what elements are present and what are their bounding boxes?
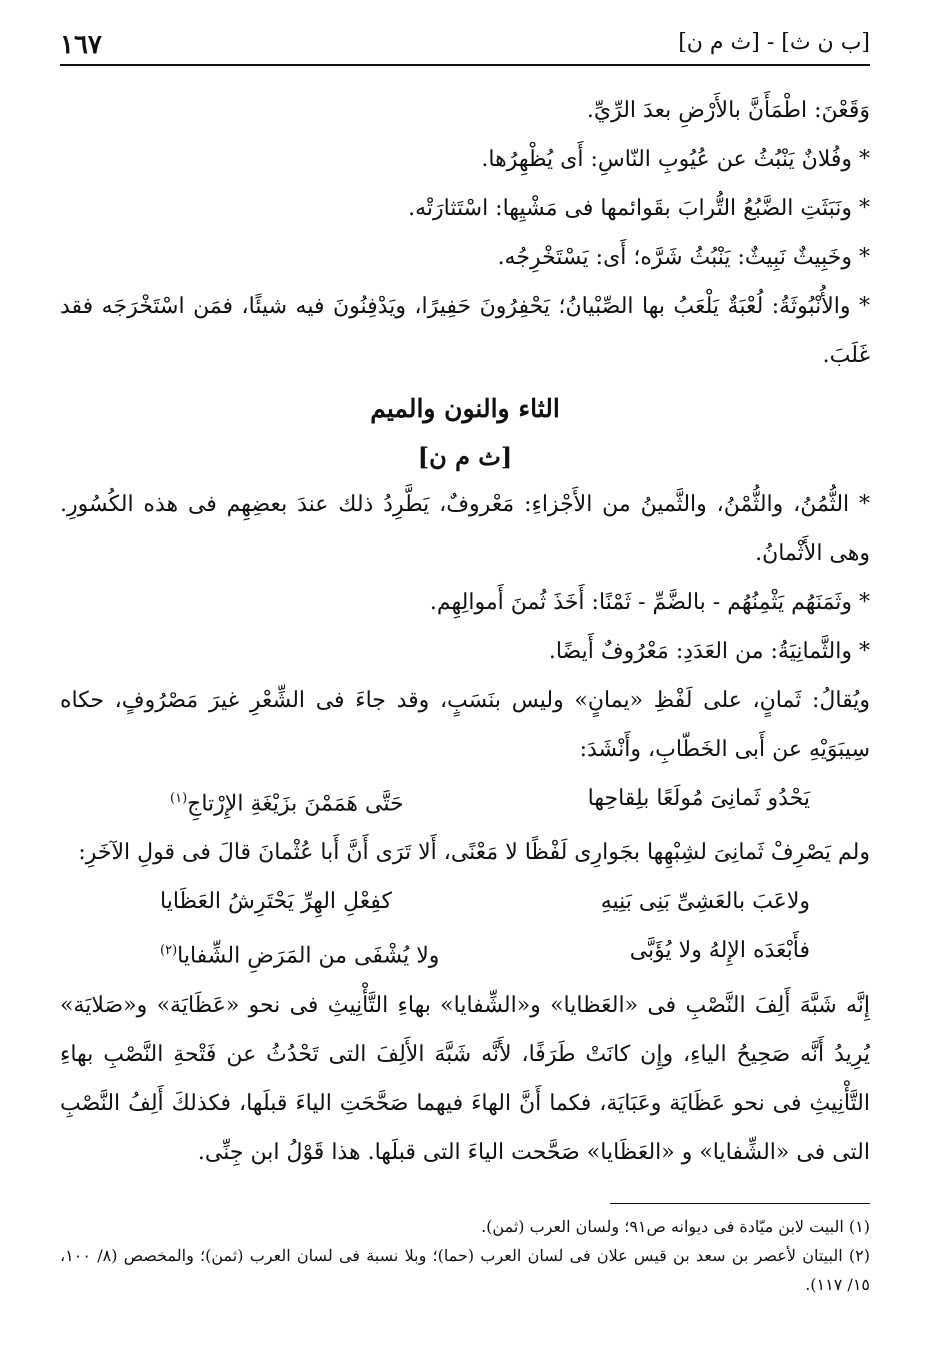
verse-second-hemistich: [170, 774, 404, 828]
entry-paragraph: * وخَبِيثٌ نَبِيثٌ: يَنْبُثُ شَرَّه؛ أَى: يَسْتَخْرِجُه.: [497, 245, 870, 270]
dictionary-page: [60, 0, 870, 1371]
footnote: (١) البيت لابن ميّادة فى ديوانه ص٩١؛ ولسان العرب (ثمن).: [481, 1217, 870, 1236]
verse-line: [60, 926, 870, 980]
root-heading: [ث م ن]: [417, 442, 513, 471]
footnote: (٢) البيتان لأعصر بن سعد بن قيس علان فى لسان العرب (حما)؛ وبلا نسبة فى لسان العرب (ثمن)؛ والمخصص (٨/ ١٠٠، ١٥/ ١١٧).: [60, 1246, 870, 1294]
footnotes: [60, 1212, 870, 1299]
entry-paragraph: * وثَمَنَهُم يَثْمِنُهُم - بالضَّمِّ - ثَمْنًا: أَخَذَ ثُمنَ أَموالِهِم.: [429, 590, 870, 615]
verse-first-hemistich: فأَبْعَدَه الإِلهُ ولا يُؤَبَّى: [629, 938, 810, 964]
entry-paragraph: * وفُلانٌ يَنْبُثُ عن عُيُوبِ النّاسِ: أَى يُظْهِرُها.: [481, 147, 870, 172]
entry-paragraph: إِنَّه شَبَّهَ أَلِفَ النَّصْبِ فى «العَظايا» و«الشِّفايا» بهاءِ التَّأْنِيثِ فى نحو «عَظَايَة» و«صَلايَة» يُرِيدُ أَنَّه صَحِيحُ الياءِ، وإِن كانَتْ طَرَفًا، لأَنَّه شَبَّهَ الأَلِفَ التى تَحْدُثُ عن فَتْحةِ النَّصْبِ بهاءِ التَّأْنِيثِ فى نحو عَظَايَة وعَبَايَة، فكما أَنَّ الهاءَ فيهما صَحَّحَتِ الياءَ قبلَها، فكذلكَ أَلِفُ النَّصْبِ التى فى «الشِّفايا» و «العَظَايا» صَحَّحت الياءَ التى قبلَها. هذا قَوْلُ ابن جِنِّى.: [60, 992, 870, 1165]
verse-text: ولا يُشْفَى من المَرَضِ الشِّفايا: [177, 943, 440, 969]
verse-second-hemistich: كفِعْلِ الهِرِّ يَحْتَرِشُ العَظَايا: [160, 889, 392, 915]
verse-second-hemistich: [160, 926, 439, 980]
page-body: [60, 86, 870, 1177]
section-heading: الثاء والنون والميم: [370, 394, 560, 423]
page-header: [60, 30, 870, 64]
verse-first-hemistich: يَحْدُو ثَمانِىَ مُولَعًا بلِقاحِها: [587, 786, 810, 811]
page-number: ١٦٧: [60, 30, 102, 60]
entry-paragraph: ويُقالُ: ثَمانٍ، على لَفْظِ «يمانٍ» وليس بنَسَبٍ، وقد جاءَ فى الشِّعْرِ غيرَ مَصْرُوفٍ، حكاه سِيبَوَيْهِ عن أَبى الخَطّابِ، وأَنْشَدَ:: [60, 688, 870, 762]
entry-paragraph: ولم يَصْرِفْ ثَمانِىَ لشِبْهِها بجَوارِى لَفْظًا لا مَعْنًى، أَلا تَرَى أَنَّ أَبا عُثْمانَ قالَ فى قولِ الآخَرِ:: [78, 840, 870, 866]
header-rule: [60, 64, 870, 66]
entry-paragraph: * والثَّمانِيَةُ: من العَدَدِ: مَعْرُوفٌ أَيضًا.: [548, 639, 870, 664]
entry-paragraph: * ونَبَثَتِ الضَّبُعُ التُّرابَ بقَوائمها فى مَشْيِها: اسْتَثارَتْه.: [408, 196, 870, 221]
verse-line: [60, 877, 870, 926]
verse-text: حَتَّى هَمَمْنَ بزَيْغَةِ الإِرْتاجِ: [187, 791, 404, 817]
footnote-rule: [610, 1203, 870, 1204]
root-range-header: [ب ن ث] - [ث م ن]: [678, 30, 870, 55]
footnote-marker: (٢): [160, 943, 178, 959]
verse-first-hemistich: ولاعَبَ بالعَشِىِّ بَنِى بَنِيهِ: [600, 889, 810, 915]
verse-line: [60, 774, 870, 828]
entry-paragraph: * الثُّمُنُ، والثُّمْنُ، والثَّمينُ من الأَجْزاءِ: مَعْروفٌ، يَطَّرِدُ ذلك عندَ بعضِهِم فى هذه الكُسُورِ. وهى الأَثْمانُ.: [60, 492, 870, 566]
footnote-marker: (١): [170, 791, 188, 806]
entry-paragraph: * والأُنْبُوثَةُ: لُعْبَةٌ يَلْعَبُ بها الصِّبْيانُ؛ يَحْفِرُونَ حَفِيرًا، ويَدْفِنُونَ فيه شيئًا، فمَن اسْتَخْرَجَه فقد غَلَبَ.: [60, 294, 870, 368]
entry-paragraph: وَقَعْنَ: اطْمَأَنَّ بالأَرْضِ بعدَ الرِّيِّ.: [586, 98, 870, 123]
